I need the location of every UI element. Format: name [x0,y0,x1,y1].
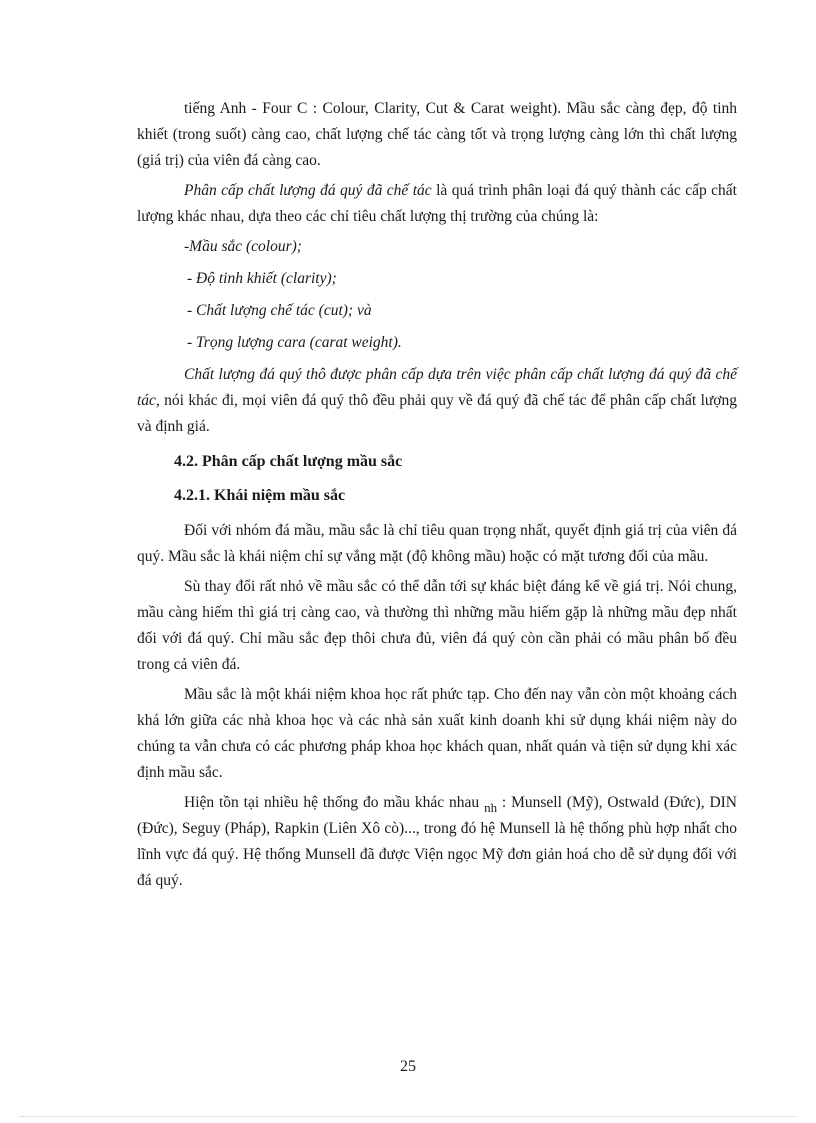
page-bottom-divider [20,1116,796,1117]
list-item-carat: - Trọng lượng cara (carat weight). [187,334,402,351]
term-cut-gem-grading: Phân cấp chất lượng đá quý đã chế tác [184,182,432,199]
page-number: 25 [400,1058,416,1075]
grading-definition-text: là quá trình phân loại đá quý thành các cấp chất lượng khác nhau, dựa theo các chỉ tiêu chất lượng thị trường của chúng là: [137,182,737,225]
subscript-fragment: nh [484,800,498,815]
colour-systems-text-b: : Munsell (Mỹ), Ostwald (Đức), DIN (Đức), Seguy (Pháp), Rapkin (Liên Xô cò)..., trong đó hệ Munsell là hệ thống phù hợp nhất cho lĩnh vực đá quý. Hệ thống Munsell đã được Viện ngọc Mỹ đơn giản hoá cho dễ sử dụng đối với đá quý. [137,794,737,889]
list-item-clarity: - Độ tinh khiết (clarity); [187,270,337,287]
criteria-list [137,234,737,356]
section-heading: 4.2. Phân cấp chất lượng mầu sắc [174,453,403,470]
term-rough-grading: Chất lượng đá quý thô được phân cấp dựa trên việc phân cấp chất lượng đá quý đã chế tác [137,366,737,409]
paragraph-grading-definition [137,178,737,230]
colour-systems-text-a: Hiện tồn tại nhiều hệ thống đo mầu khác nhau [184,794,485,811]
paragraph-colour-science: Mầu sắc là một khái niệm khoa học rất phức tạp. Cho đến nay vẫn còn một khoảng cách khá lớn giữa các nhà khoa học và các nhà sản xuất kinh doanh khi sử dụng khái niệm này do chúng ta vẫn chưa có các phương pháp khoa học khách quan, nhất quán và tiện sử dụng khi xác định mầu sắc. [137,686,737,781]
list-item-colour: -Mầu sắc (colour); [184,238,302,255]
paragraph-colour-value: Sù thay đổi rất nhỏ về mầu sắc có thể dẫn tới sự khác biệt đáng kể về giá trị. Nói chung, mầu càng hiếm thì giá trị càng cao, và thường thì những mầu hiếm gặp là những mầu đẹp nhất đối với đá quý. Chỉ mầu sắc đẹp thôi chưa đủ, viên đá quý còn cần phải có mầu phân bố đều trong cả viên đá. [137,578,737,673]
list-item-cut: - Chất lượng chế tác (cut); và [187,302,372,319]
subsection-heading: 4.2.1. Khái niệm mầu sắc [174,487,346,504]
paragraph-four-c: tiếng Anh - Four C : Colour, Clarity, Cut & Carat weight). Mầu sắc càng đẹp, độ tinh khiết (trong suốt) càng cao, chất lượng chế tác càng tốt và trọng lượng càng lớn thì chất lượng (giá trị) của viên đá càng cao. [137,100,737,169]
paragraph-colour-importance: Đối với nhóm đá mầu, mầu sắc là chỉ tiêu quan trọng nhất, quyết định giá trị của viên đá quý. Mầu sắc là khái niệm chỉ sự vắng mặt (độ không mầu) hoặc có mặt tương đối của mầu. [137,522,737,565]
page-body [137,96,737,898]
rough-stones-text: , nói khác đi, mọi viên đá quý thô đều phải quy về đá quý đã chế tác để phân cấp chất lượng và định giá. [137,392,737,435]
paragraph-rough-stones [137,362,737,440]
paragraph-colour-systems [137,790,737,894]
